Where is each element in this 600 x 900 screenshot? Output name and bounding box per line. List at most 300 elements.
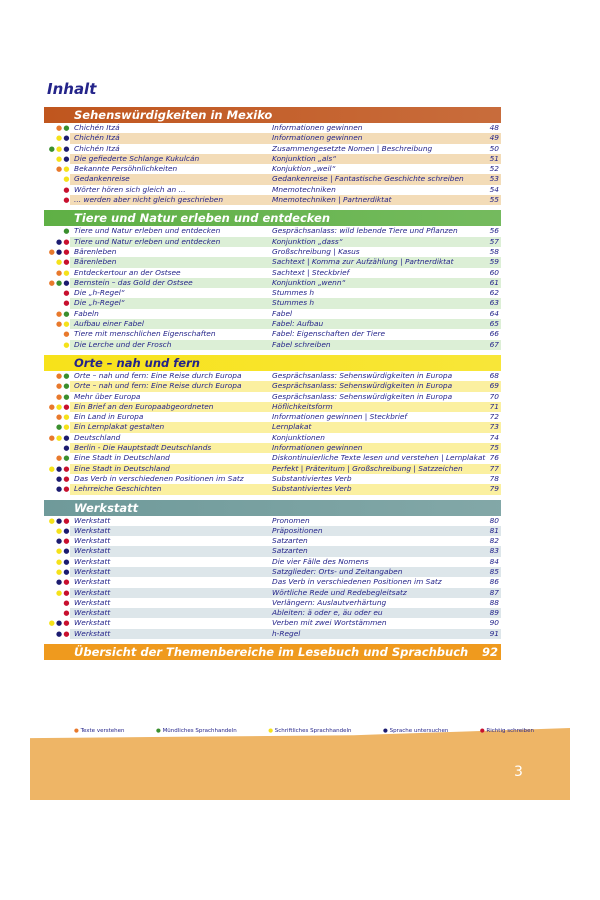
toc-row[interactable] xyxy=(44,474,501,484)
toc-section xyxy=(44,355,501,495)
category-dots xyxy=(44,422,69,432)
row-title: Werkstatt xyxy=(74,587,111,597)
category-dots xyxy=(44,392,69,402)
category-dot-icon: ● xyxy=(63,547,69,556)
row-title: Lehrreiche Geschichten xyxy=(74,484,162,494)
row-topic: Präpositionen xyxy=(272,525,323,535)
category-dot-icon: ● xyxy=(63,485,69,494)
row-topic: Fabel schreiben xyxy=(272,339,331,349)
page-number: 3 xyxy=(514,764,523,780)
category-dots xyxy=(44,185,69,195)
toc-row[interactable] xyxy=(44,557,501,567)
toc-row[interactable] xyxy=(44,618,501,628)
row-title: Chichén Itzá xyxy=(74,143,120,153)
row-page: 55 xyxy=(489,195,499,205)
row-page: 54 xyxy=(489,184,499,194)
toc-row[interactable] xyxy=(44,422,501,432)
row-topic: Konjunktion „dass“ xyxy=(272,236,343,246)
row-title: Werkstatt xyxy=(74,525,111,535)
row-topic: Das Verb in verschiedenen Positionen im Satz xyxy=(272,577,442,587)
row-page: 86 xyxy=(489,577,499,587)
category-dot-icon: ● xyxy=(63,278,69,287)
toc-row[interactable] xyxy=(44,371,501,381)
legend-item xyxy=(74,728,124,734)
row-title: Werkstatt xyxy=(74,546,111,556)
row-page: 81 xyxy=(489,525,499,535)
row-page: 83 xyxy=(489,546,499,556)
row-page: 90 xyxy=(489,618,499,628)
row-title: Werkstatt xyxy=(74,577,111,587)
category-dots xyxy=(44,123,69,133)
toc-row[interactable] xyxy=(44,154,501,164)
row-title: Aufbau einer Fabel xyxy=(74,319,144,329)
category-dot-icon: ● xyxy=(56,578,62,587)
row-title: Tiere und Natur erleben und entdecken xyxy=(74,226,221,236)
toc-row[interactable] xyxy=(44,237,501,247)
row-title: Ein Lernplakat gestalten xyxy=(74,422,165,432)
category-dot-icon: ● xyxy=(63,196,69,205)
row-page: 70 xyxy=(489,391,499,401)
row-topic: Konjuktion „weil“ xyxy=(272,164,336,174)
category-dot-icon: ● xyxy=(63,454,69,463)
toc-row[interactable] xyxy=(44,185,501,195)
category-dots xyxy=(44,402,69,412)
category-dot-icon: ● xyxy=(56,454,62,463)
row-topic: Informationen gewinnen xyxy=(272,443,363,453)
legend-dot-icon: ● xyxy=(383,728,390,734)
row-topic: Fabel xyxy=(272,308,293,318)
row-page: 82 xyxy=(489,536,499,546)
category-dot-icon: ● xyxy=(56,309,62,318)
category-dots xyxy=(44,288,69,298)
row-title: Bekannte Persöhnlichkeiten xyxy=(74,164,178,174)
category-dot-icon: ● xyxy=(63,598,69,607)
toc-row[interactable] xyxy=(44,443,501,453)
category-dots xyxy=(44,381,69,391)
category-dots xyxy=(44,588,69,598)
row-title: Die „h-Regel“ xyxy=(74,298,125,308)
category-dot-icon: ● xyxy=(56,247,62,256)
row-page: 49 xyxy=(489,133,499,143)
category-dots xyxy=(44,154,69,164)
category-dot-icon: ● xyxy=(63,309,69,318)
toc-row[interactable] xyxy=(44,516,501,526)
row-topic: Sachtext | Komma zur Aufzählung | Partnerdiktat xyxy=(272,257,454,267)
section-header: Tiere und Natur erleben und entdecken xyxy=(44,210,501,226)
row-title: Die „h-Regel“ xyxy=(74,288,125,298)
row-page: 84 xyxy=(489,556,499,566)
toc-row[interactable] xyxy=(44,464,501,474)
row-title: Tiere und Natur erleben und entdecken xyxy=(74,236,221,246)
legend-label: Sprache untersuchen xyxy=(389,728,449,734)
category-dot-icon: ● xyxy=(63,227,69,236)
category-dot-icon: ● xyxy=(56,165,62,174)
category-dots xyxy=(44,164,69,174)
category-dot-icon: ● xyxy=(63,392,69,401)
category-dot-icon: ● xyxy=(48,464,55,473)
category-dots xyxy=(44,237,69,247)
toc-row[interactable] xyxy=(44,144,501,154)
row-topic: Sachtext | Steckbrief xyxy=(272,267,350,277)
toc-row[interactable] xyxy=(44,608,501,618)
page-title: Inhalt xyxy=(47,80,97,98)
row-page: 58 xyxy=(489,246,499,256)
category-dot-icon: ● xyxy=(63,423,69,432)
bottom-band xyxy=(30,728,570,800)
row-page: 59 xyxy=(489,257,499,267)
row-topic: Informationen gewinnen xyxy=(272,133,363,143)
category-dots xyxy=(44,174,69,184)
category-dots xyxy=(44,371,69,381)
legend-label: Richtig schreiben xyxy=(486,728,534,734)
legend-dot-icon: ● xyxy=(74,728,81,734)
row-topic: Satzarten xyxy=(272,536,308,546)
overview-page: 92 xyxy=(481,645,498,660)
toc-section xyxy=(44,500,501,640)
toc-row[interactable] xyxy=(44,536,501,546)
category-dot-icon: ● xyxy=(56,474,62,483)
row-topic: Zusammengesetzte Nomen | Beschreibung xyxy=(272,143,433,153)
toc-row[interactable] xyxy=(44,247,501,257)
category-dots xyxy=(44,247,69,257)
category-dot-icon: ● xyxy=(48,278,55,287)
toc-row[interactable] xyxy=(44,164,501,174)
toc-row[interactable] xyxy=(44,629,501,639)
toc-row[interactable] xyxy=(44,402,501,412)
row-page: 51 xyxy=(489,153,499,163)
category-dot-icon: ● xyxy=(63,567,69,576)
toc-row[interactable] xyxy=(44,329,501,339)
legend-item xyxy=(383,728,448,734)
category-dots xyxy=(44,577,69,587)
toc-row[interactable] xyxy=(44,392,501,402)
toc-row[interactable] xyxy=(44,412,501,422)
category-dot-icon: ● xyxy=(63,154,69,163)
row-title: Ein Brief an den Europaabgeordneten xyxy=(74,401,214,411)
row-title: Werkstatt xyxy=(74,566,111,576)
category-dots xyxy=(44,195,69,205)
row-page: 63 xyxy=(489,298,499,308)
row-page: 87 xyxy=(489,587,499,597)
row-topic: Satzglieder: Orts- und Zeitangaben xyxy=(272,566,403,576)
row-topic: Stummes h xyxy=(272,288,315,298)
toc-row[interactable] xyxy=(44,319,501,329)
category-dots xyxy=(44,516,69,526)
row-page: 62 xyxy=(489,288,499,298)
row-title: Orte – nah und fern: Eine Reise durch Europa xyxy=(74,381,242,391)
row-title: Werkstatt xyxy=(74,515,111,525)
toc-row[interactable] xyxy=(44,174,501,184)
row-page: 67 xyxy=(489,339,499,349)
row-page: 61 xyxy=(489,277,499,287)
category-dots xyxy=(44,309,69,319)
category-dot-icon: ● xyxy=(63,516,69,525)
category-dots xyxy=(44,443,69,453)
toc-row[interactable] xyxy=(44,381,501,391)
category-dots xyxy=(44,453,69,463)
row-topic: Fabel: Aufbau xyxy=(272,319,324,329)
row-topic: Mnemotechniken xyxy=(272,184,336,194)
toc-row[interactable] xyxy=(44,226,501,236)
category-dots xyxy=(44,133,69,143)
row-title: ... werden aber nicht gleich geschrieben xyxy=(74,195,224,205)
category-dots xyxy=(44,268,69,278)
category-dot-icon: ● xyxy=(56,124,62,132)
row-title: Die Lerche und der Frosch xyxy=(74,339,172,349)
category-dot-icon: ● xyxy=(48,402,55,411)
toc-row[interactable] xyxy=(44,298,501,308)
toc-row[interactable] xyxy=(44,598,501,608)
row-title: Mehr über Europa xyxy=(74,391,141,401)
row-topic: Informationen gewinnen xyxy=(272,123,363,132)
category-dot-icon: ● xyxy=(56,134,62,143)
row-page: 78 xyxy=(489,473,499,483)
row-page: 72 xyxy=(489,412,499,422)
toc-row[interactable] xyxy=(44,546,501,556)
toc-row[interactable] xyxy=(44,278,501,288)
category-dot-icon: ● xyxy=(63,629,69,638)
row-topic: Lernplakat xyxy=(272,422,312,432)
category-dots xyxy=(44,433,69,443)
category-dot-icon: ● xyxy=(63,382,69,391)
category-dot-icon: ● xyxy=(63,247,69,256)
category-dot-icon: ● xyxy=(63,474,69,483)
row-page: 85 xyxy=(489,566,499,576)
toc-row[interactable] xyxy=(44,195,501,205)
row-page: 52 xyxy=(489,164,499,174)
category-dot-icon: ● xyxy=(63,609,69,618)
category-dot-icon: ● xyxy=(56,371,62,380)
category-dot-icon: ● xyxy=(56,258,62,267)
category-dot-icon: ● xyxy=(56,485,62,494)
row-page: 77 xyxy=(489,463,499,473)
category-dot-icon: ● xyxy=(56,320,62,329)
row-title: Werkstatt xyxy=(74,536,111,546)
category-dot-icon: ● xyxy=(48,433,55,442)
category-dot-icon: ● xyxy=(63,557,69,566)
toc-row[interactable] xyxy=(44,123,501,133)
row-title: Tiere mit menschlichen Eigenschaften xyxy=(74,329,216,339)
category-dots xyxy=(44,618,69,628)
row-page: 73 xyxy=(489,422,499,432)
category-dot-icon: ● xyxy=(63,340,69,349)
category-dot-icon: ● xyxy=(48,516,55,525)
row-title: Bärenleben xyxy=(74,257,117,267)
category-dots xyxy=(44,484,69,494)
toc-row[interactable] xyxy=(44,309,501,319)
category-dot-icon: ● xyxy=(56,413,62,422)
toc-row[interactable] xyxy=(44,577,501,587)
table-of-contents xyxy=(44,107,501,660)
row-title: Die gefiederte Schlange Kukulcán xyxy=(74,153,200,163)
category-dots xyxy=(44,536,69,546)
toc-row[interactable] xyxy=(44,268,501,278)
row-page: 69 xyxy=(489,381,499,391)
row-topic: Gesprächsanlass: Sehenswürdigkeiten in Europa xyxy=(272,391,453,401)
row-topic: Konjunktionen xyxy=(272,432,325,442)
category-dots xyxy=(44,298,69,308)
row-title: Bärenleben xyxy=(74,246,117,256)
category-dot-icon: ● xyxy=(63,268,69,277)
category-dots xyxy=(44,329,69,339)
category-dot-icon: ● xyxy=(63,578,69,587)
row-topic: Konjunktion „wenn“ xyxy=(272,277,346,287)
row-page: 75 xyxy=(489,443,499,453)
category-dot-icon: ● xyxy=(63,464,69,473)
category-dot-icon: ● xyxy=(56,144,62,153)
row-page: 56 xyxy=(489,226,499,236)
row-topic: h-Regel xyxy=(272,628,301,638)
category-dots xyxy=(44,629,69,639)
category-dot-icon: ● xyxy=(63,371,69,380)
category-dot-icon: ● xyxy=(63,330,69,339)
row-page: 68 xyxy=(489,370,499,380)
category-dot-icon: ● xyxy=(56,278,62,287)
row-page: 79 xyxy=(489,484,499,494)
overview-title: Übersicht der Themenbereiche im Lesebuch und Sprachbuch xyxy=(74,645,469,660)
category-dots xyxy=(44,464,69,474)
category-dot-icon: ● xyxy=(63,258,69,267)
toc-row[interactable] xyxy=(44,340,501,350)
row-title: Das Verb in verschiedenen Positionen im Satz xyxy=(74,473,244,483)
row-title: Chichén Itzá xyxy=(74,123,120,132)
toc-row[interactable] xyxy=(44,257,501,267)
category-dot-icon: ● xyxy=(63,175,69,184)
section-header: Sehenswürdigkeiten in Mexiko xyxy=(44,107,501,123)
category-dot-icon: ● xyxy=(56,526,62,535)
row-topic: Informationen gewinnen | Steckbrief xyxy=(272,412,408,422)
category-dot-icon: ● xyxy=(63,299,69,308)
category-dot-icon: ● xyxy=(63,165,69,174)
legend-label: Schriftliches Sprachhandeln xyxy=(274,728,352,734)
legend xyxy=(74,728,534,734)
row-title: Werkstatt xyxy=(74,597,111,607)
category-dots xyxy=(44,557,69,567)
section-header: Werkstatt xyxy=(44,500,501,516)
category-dot-icon: ● xyxy=(56,392,62,401)
category-dots xyxy=(44,598,69,608)
category-dots xyxy=(44,474,69,484)
row-topic: Stummes h xyxy=(272,298,315,308)
category-dot-icon: ● xyxy=(63,237,69,246)
row-title: Werkstatt xyxy=(74,608,111,618)
row-title: Werkstatt xyxy=(74,628,111,638)
row-topic: Satzarten xyxy=(272,546,308,556)
row-page: 91 xyxy=(489,628,499,638)
category-dot-icon: ● xyxy=(56,588,62,597)
row-title: Chichén Itzá xyxy=(74,133,120,143)
row-page: 53 xyxy=(489,174,499,184)
category-dots xyxy=(44,340,69,350)
row-topic: Wörtliche Rede und Redebegleitsatz xyxy=(272,587,407,597)
row-topic: Höflichkeitsform xyxy=(272,401,333,411)
category-dot-icon: ● xyxy=(56,433,62,442)
category-dot-icon: ● xyxy=(63,526,69,535)
legend-dot-icon: ● xyxy=(268,728,275,734)
category-dot-icon: ● xyxy=(63,619,69,628)
category-dot-icon: ● xyxy=(56,629,62,638)
row-title: Orte – nah und fern: Eine Reise durch Europa xyxy=(74,370,242,380)
row-title: Entdeckertour an der Ostsee xyxy=(74,267,181,277)
category-dot-icon: ● xyxy=(56,382,62,391)
toc-row[interactable] xyxy=(44,526,501,536)
category-dot-icon: ● xyxy=(63,413,69,422)
category-dot-icon: ● xyxy=(48,247,55,256)
category-dot-icon: ● xyxy=(63,124,69,132)
category-dot-icon: ● xyxy=(63,320,69,329)
row-page: 80 xyxy=(489,515,499,525)
toc-row[interactable] xyxy=(44,433,501,443)
category-dot-icon: ● xyxy=(56,237,62,246)
row-topic: Gedankenreise | Fantastische Geschichte schreiben xyxy=(272,174,464,184)
category-dots xyxy=(44,412,69,422)
row-page: 66 xyxy=(489,329,499,339)
legend-label: Mündliches Sprachhandeln xyxy=(162,728,237,734)
section-header: Orte – nah und fern xyxy=(44,355,501,371)
category-dots xyxy=(44,567,69,577)
legend-item xyxy=(268,728,351,734)
toc-row[interactable] xyxy=(44,588,501,598)
row-title: Ein Land in Europa xyxy=(74,412,144,422)
category-dot-icon: ● xyxy=(48,619,55,628)
row-topic: Substantiviertes Verb xyxy=(272,484,352,494)
legend-dot-icon: ● xyxy=(156,728,163,734)
row-page: 60 xyxy=(489,267,499,277)
toc-row[interactable] xyxy=(44,453,501,463)
row-title: Werkstatt xyxy=(74,618,111,628)
row-page: 76 xyxy=(489,453,499,463)
category-dots xyxy=(44,226,69,236)
toc-row[interactable] xyxy=(44,288,501,298)
row-topic: Konjunktion „als“ xyxy=(272,153,337,163)
overview-row[interactable] xyxy=(44,644,501,660)
toc-section xyxy=(44,210,501,350)
category-dot-icon: ● xyxy=(56,619,62,628)
row-topic: Verlängern: Auslautverhärtung xyxy=(272,597,387,607)
category-dot-icon: ● xyxy=(63,402,69,411)
category-dot-icon: ● xyxy=(63,134,69,143)
legend-item xyxy=(480,728,534,734)
category-dot-icon: ● xyxy=(56,464,62,473)
row-title: Werkstatt xyxy=(74,556,111,566)
row-page: 50 xyxy=(489,143,499,153)
row-page: 65 xyxy=(489,319,499,329)
row-title: Wörter hören sich gleich an ... xyxy=(74,184,186,194)
category-dot-icon: ● xyxy=(63,444,69,453)
category-dot-icon: ● xyxy=(63,588,69,597)
row-title: Bernstein – das Gold der Ostsee xyxy=(74,277,193,287)
toc-row[interactable] xyxy=(44,567,501,577)
category-dot-icon: ● xyxy=(63,185,69,194)
row-topic: Gesprächsanlass: Sehenswürdigkeiten in Europa xyxy=(272,381,453,391)
category-dots xyxy=(44,257,69,267)
toc-section xyxy=(44,107,501,205)
category-dot-icon: ● xyxy=(56,516,62,525)
toc-row[interactable] xyxy=(44,133,501,143)
row-title: Eine Stadt in Deutschland xyxy=(74,453,170,463)
row-page: 57 xyxy=(489,236,499,246)
category-dot-icon: ● xyxy=(63,144,69,153)
category-dot-icon: ● xyxy=(56,402,62,411)
row-topic: Perfekt | Präteritum | Großschreibung | Satzzeichen xyxy=(272,463,463,473)
category-dot-icon: ● xyxy=(56,567,62,576)
category-dot-icon: ● xyxy=(48,144,55,153)
category-dot-icon: ● xyxy=(63,289,69,298)
category-dot-icon: ● xyxy=(63,537,69,546)
category-dot-icon: ● xyxy=(56,154,62,163)
category-dots xyxy=(44,319,69,329)
toc-row[interactable] xyxy=(44,484,501,494)
